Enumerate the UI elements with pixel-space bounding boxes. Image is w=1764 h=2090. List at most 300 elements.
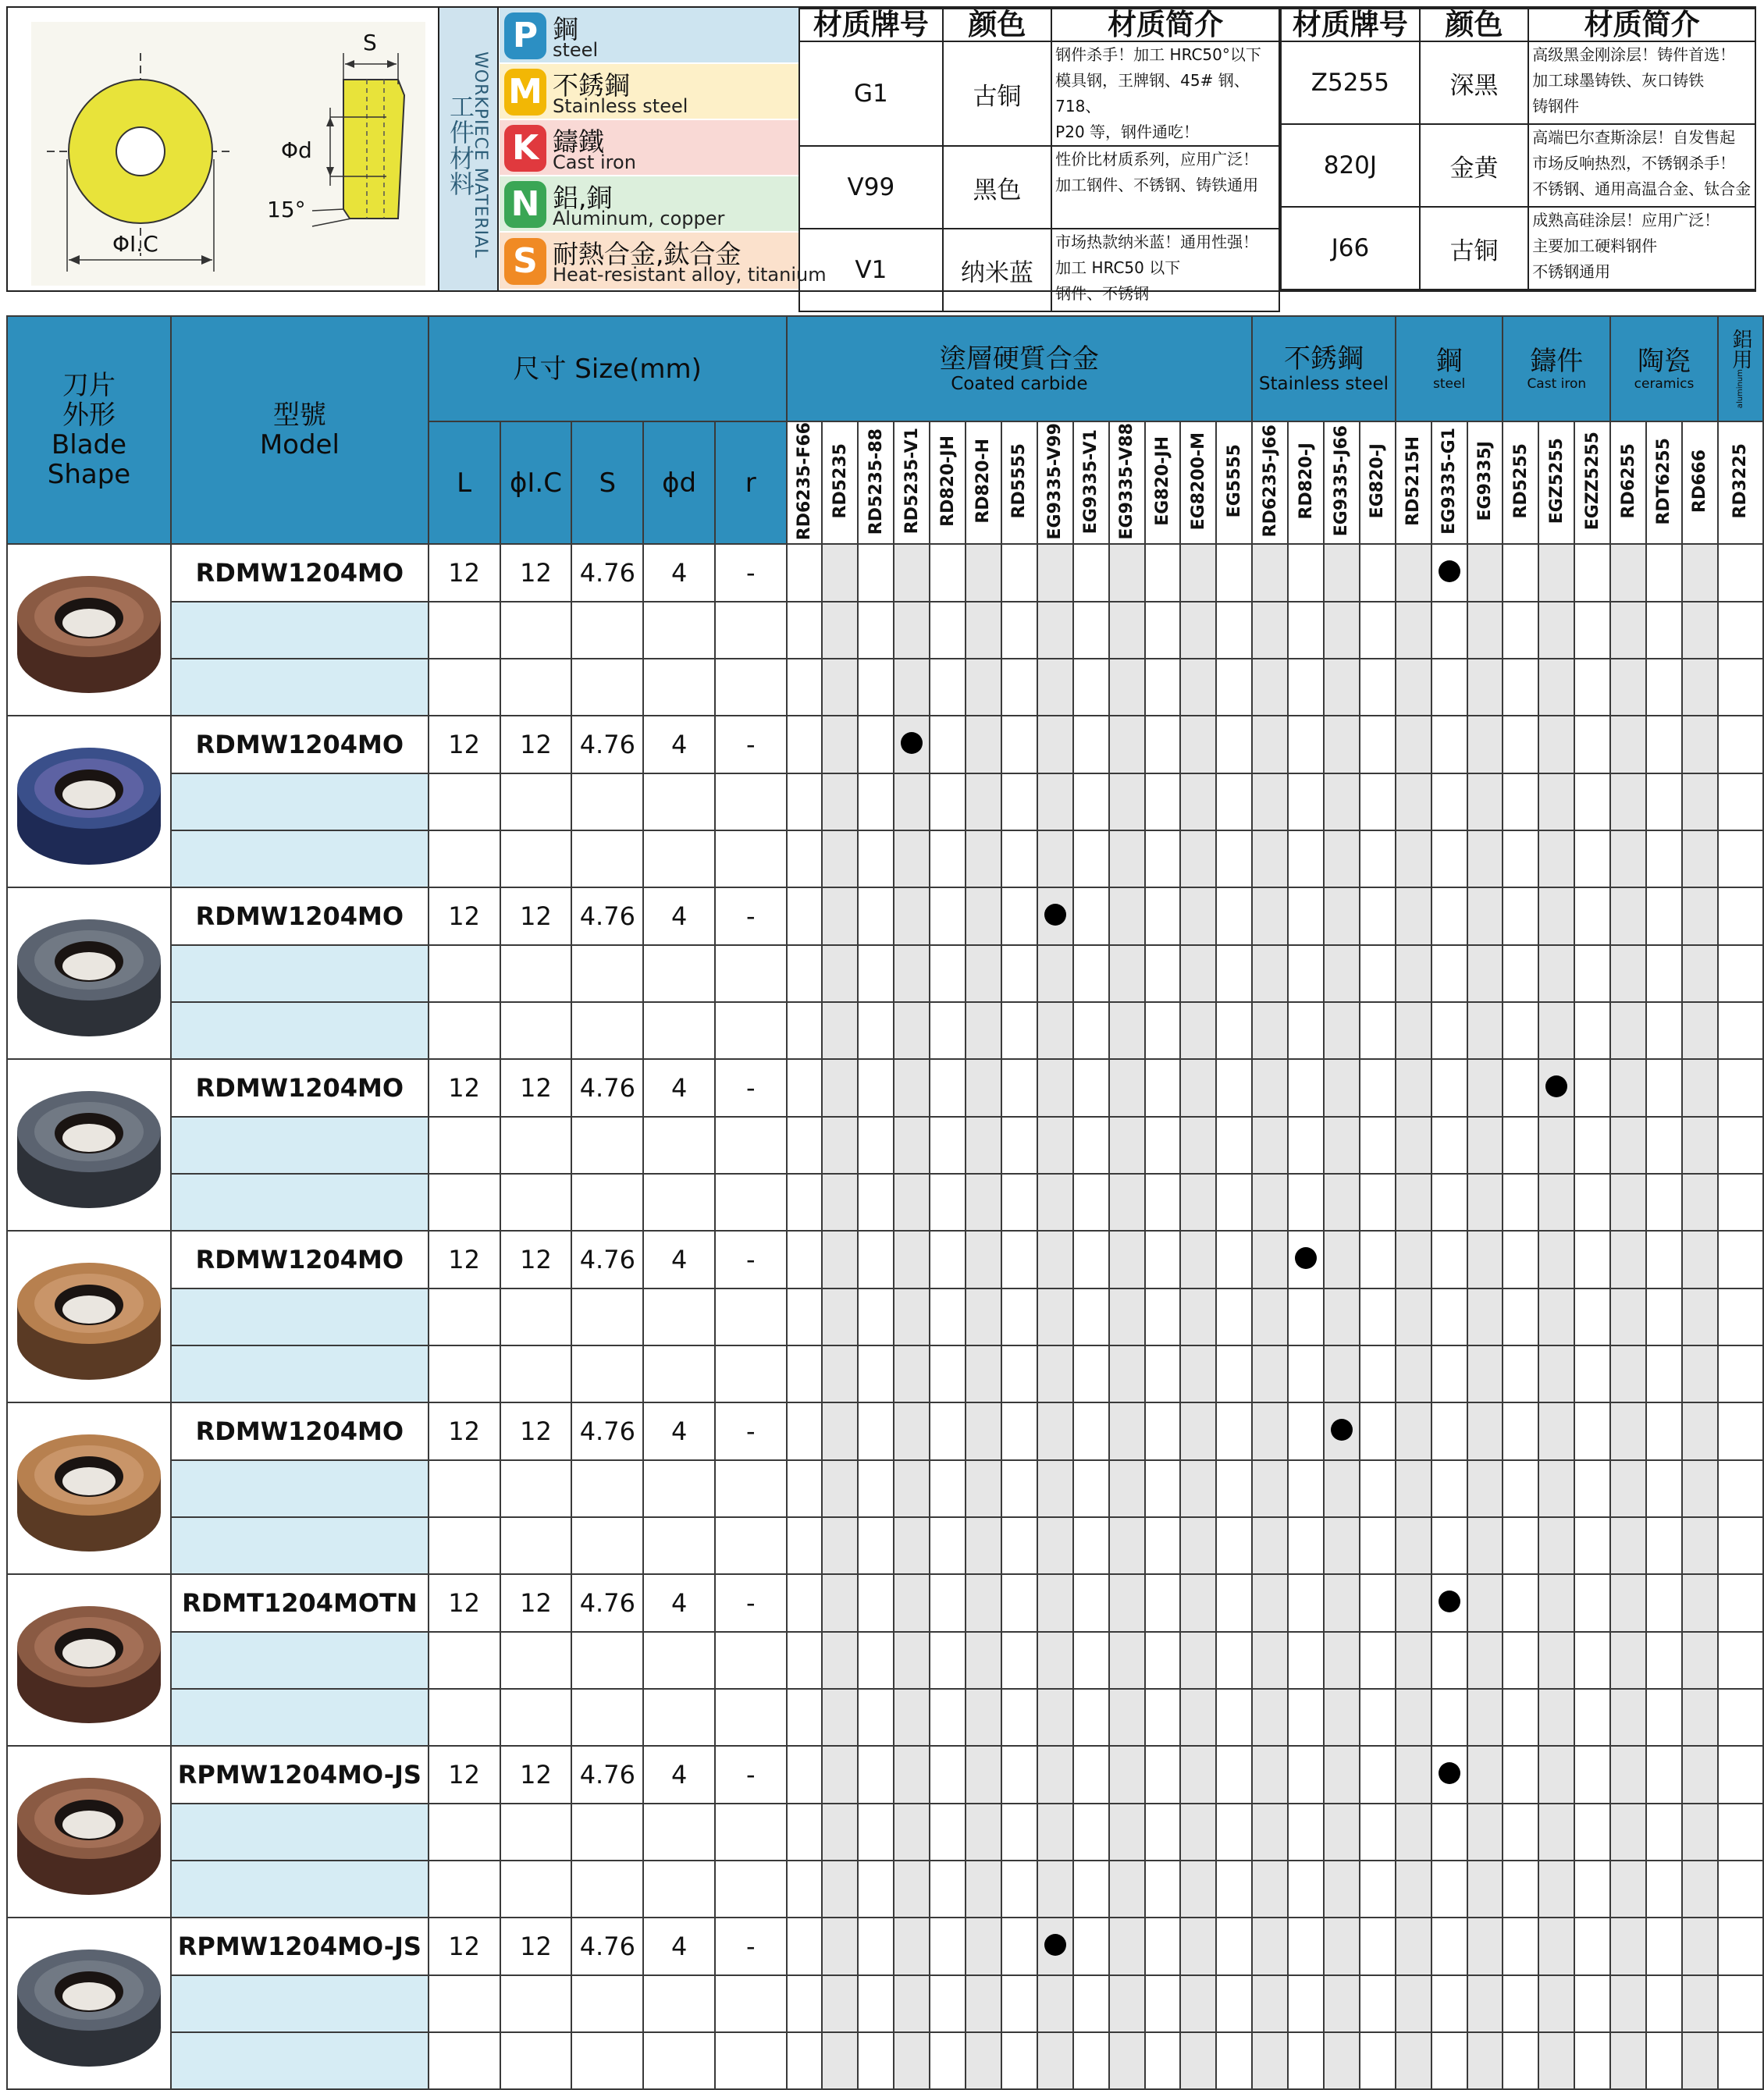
grade-cell (787, 1689, 823, 1746)
grade-cell (1001, 1460, 1037, 1517)
grade-cell (1431, 887, 1467, 945)
grade-cell (1503, 1689, 1538, 1746)
grade-cell (1001, 602, 1037, 659)
grade-code: Z5255 (1281, 41, 1420, 124)
grade-cell (858, 1804, 894, 1861)
grade-cell (787, 1918, 823, 1975)
grade-cell (1037, 544, 1073, 602)
grade-cell (1503, 1002, 1538, 1059)
grade-cell (1718, 1975, 1763, 2032)
grade-cell (1001, 1861, 1037, 1918)
table-row (7, 1117, 1763, 1174)
grade-cell (1109, 2032, 1145, 2089)
grade-cell (930, 1059, 966, 1117)
grade-cell (1180, 1059, 1216, 1117)
grade-cell (1180, 1804, 1216, 1861)
size-blank-cell (500, 2032, 572, 2089)
grade-cell (966, 544, 1001, 602)
grade-col-header (787, 421, 823, 544)
blade-shape-image (7, 544, 171, 716)
grade-cell (1037, 887, 1073, 945)
grade-cell (822, 1517, 858, 1574)
grade-cell (1073, 1059, 1109, 1117)
grade-code: V99 (799, 146, 943, 229)
grade-cell (1109, 1345, 1145, 1402)
grade-cell (1467, 1345, 1503, 1402)
grade-cell (966, 1861, 1001, 1918)
grade-cell (1538, 659, 1574, 716)
grade-description (1528, 124, 1755, 207)
grade-cell (1610, 1689, 1646, 1746)
size-blank-cell (500, 1288, 572, 1345)
grade-col-header (1037, 421, 1073, 544)
grade-cell (1001, 1059, 1037, 1117)
size-blank-cell (715, 2032, 787, 2089)
size-blank-cell (500, 1460, 572, 1517)
grade-description (1528, 41, 1755, 124)
grade-col-header (1288, 421, 1324, 544)
size-value-s: 4.76 (571, 1231, 643, 1288)
grade-cell (787, 1231, 823, 1288)
grade-cell (858, 1517, 894, 1574)
size-value-s: 4.76 (571, 544, 643, 602)
grade-cell (930, 830, 966, 887)
size-value-r: - (715, 1746, 787, 1804)
grade-cell (1109, 1689, 1145, 1746)
grade-description-line: 加工 HRC50 以下 (1055, 258, 1181, 277)
size-blank-cell (715, 1117, 787, 1174)
grade-cell (1216, 1861, 1252, 1918)
grade-cell (1646, 1746, 1682, 1804)
grade-cell (1324, 1231, 1360, 1288)
grade-col-label: EG9335-V88 (1117, 422, 1137, 540)
grade-cell (894, 602, 930, 659)
size-blank-cell (429, 2032, 500, 2089)
grade-cell (1180, 716, 1216, 773)
grade-cell (787, 1460, 823, 1517)
grade-cell (1574, 659, 1610, 716)
size-value-r: - (715, 1574, 787, 1632)
grade-cell (894, 1975, 930, 2032)
grade-cell (1360, 773, 1396, 830)
grade-cell (1467, 544, 1503, 602)
grade-cell (1360, 830, 1396, 887)
grade-group-header (1610, 316, 1718, 421)
size-value-s: 4.76 (571, 1402, 643, 1460)
grade-cell (1503, 1402, 1538, 1460)
grade-cell (1646, 1345, 1682, 1402)
blade-shape-header-text: 外形 (62, 400, 116, 432)
grade-cell (1718, 1861, 1763, 1918)
size-blank-cell (429, 1804, 500, 1861)
grade-cell (1073, 1231, 1109, 1288)
grade-cell (894, 2032, 930, 2089)
size-value-ic: 12 (500, 887, 572, 945)
grade-cell (822, 2032, 858, 2089)
grade-cell (1503, 602, 1538, 659)
grade-cell (822, 1460, 858, 1517)
grade-cell (894, 773, 930, 830)
grade-description-line: 市场反响热烈，不锈钢杀手！ (1532, 154, 1736, 172)
grade-col-label: RD820-J (1296, 443, 1316, 520)
grade-cell (1360, 602, 1396, 659)
size-blank-cell (643, 659, 715, 716)
grade-cell (1037, 602, 1073, 659)
grade-cell (1288, 1517, 1324, 1574)
size-value-L: 12 (429, 887, 500, 945)
table-row (7, 887, 1763, 945)
grade-cell (1718, 1345, 1763, 1402)
grade-cell (1682, 1746, 1718, 1804)
grade-cell (1718, 887, 1763, 945)
grade-cell (858, 1059, 894, 1117)
table-row (7, 1804, 1763, 1861)
size-blank-cell (500, 830, 572, 887)
grade-group-en: Cast iron (1527, 375, 1587, 392)
grade-cell (1288, 1002, 1324, 1059)
grade-cell (930, 887, 966, 945)
grade-cell (1324, 1689, 1360, 1746)
grade-cell (1538, 1231, 1574, 1288)
size-blank-cell (715, 1975, 787, 2032)
grade-cell (894, 1918, 930, 1975)
size-blank-cell (429, 1288, 500, 1345)
size-value-s: 4.76 (571, 716, 643, 773)
grade-cell (1216, 1345, 1252, 1402)
grade-cell (1252, 887, 1288, 945)
grade-cell (1324, 1288, 1360, 1345)
grade-cell (1574, 1975, 1610, 2032)
grade-cell (787, 887, 823, 945)
grade-cell (1610, 1918, 1646, 1975)
grade-cell (1538, 1975, 1574, 2032)
grade-cell (1682, 1975, 1718, 2032)
size-blank-cell (429, 1345, 500, 1402)
insert-dark-image (11, 2064, 167, 2079)
grade-cell (1216, 659, 1252, 716)
grade-cell (1324, 1002, 1360, 1059)
grade-cell (1216, 1460, 1252, 1517)
grade-cell (1109, 1861, 1145, 1918)
grade-cell (1682, 830, 1718, 887)
table-row (7, 1460, 1763, 1517)
grade-cell (1360, 1460, 1396, 1517)
grade-cell (1145, 1517, 1181, 1574)
grade-cell (894, 1231, 930, 1288)
size-value-L: 12 (429, 1231, 500, 1288)
size-value-L: 12 (429, 1574, 500, 1632)
grade-cell (1360, 659, 1396, 716)
grade-col-label: EG5555 (1224, 444, 1244, 518)
grade-cell (1145, 1059, 1181, 1117)
grade-cell (1288, 1574, 1324, 1632)
size-blank-cell (429, 1975, 500, 2032)
grade-cell (858, 1918, 894, 1975)
grade-cell (1610, 716, 1646, 773)
grade-col-label: EG9335-J66 (1332, 425, 1352, 537)
grade-cell (966, 1402, 1001, 1460)
grade-cell (894, 1574, 930, 1632)
grade-cell (1109, 1117, 1145, 1174)
grade-cell (1037, 1345, 1073, 1402)
insert-gold-image (11, 1377, 167, 1392)
grade-cell (1538, 1460, 1574, 1517)
availability-dot (901, 732, 923, 754)
model-blank-cell (171, 1861, 429, 1918)
grade-cell (1574, 1460, 1610, 1517)
grade-cell (1037, 1402, 1073, 1460)
grade-cell (1216, 602, 1252, 659)
grade-group-en: steel (1433, 375, 1466, 392)
grade-cell (1503, 1345, 1538, 1402)
grade-cell (1001, 1288, 1037, 1345)
grade-cell (1503, 2032, 1538, 2089)
grade-cell (1467, 659, 1503, 716)
grade-cell (1503, 1574, 1538, 1632)
grade-description-line: 加工钢件、不锈钢、铸铁通用 (1055, 176, 1259, 194)
grade-cell (1109, 1804, 1145, 1861)
grade-col-header (930, 421, 966, 544)
grade-col-label: EGZ5255 (1546, 438, 1567, 524)
grade-cell (930, 544, 966, 602)
grade-cell (1180, 602, 1216, 659)
blade-shape-image (7, 1059, 171, 1231)
grade-cell (1360, 1402, 1396, 1460)
grade-cell (1001, 1002, 1037, 1059)
grade-cell (858, 602, 894, 659)
grade-cell (1216, 1174, 1252, 1231)
size-value-d: 4 (643, 1574, 715, 1632)
size-blank-cell (571, 1517, 643, 1574)
grade-cell (1145, 1174, 1181, 1231)
grade-col-header (822, 421, 858, 544)
grade-col-label: RD5215H (1403, 436, 1424, 527)
grade-cell (1718, 830, 1763, 887)
grade-cell (1360, 716, 1396, 773)
size-value-d: 4 (643, 1746, 715, 1804)
grade-cell (1252, 2032, 1288, 2089)
grade-cell (1610, 1117, 1646, 1174)
grade-cell (1001, 1689, 1037, 1746)
grade-col-header (1467, 421, 1503, 544)
grade-cell (1180, 1174, 1216, 1231)
grade-cell (1574, 2032, 1610, 2089)
grade-description-line: 钢件、不锈钢 (1055, 284, 1150, 303)
grade-cell (1718, 1002, 1763, 1059)
size-blank-cell (500, 1002, 572, 1059)
grade-cell (858, 1746, 894, 1804)
size-blank-cell (429, 1632, 500, 1689)
grade-col-header (1718, 421, 1763, 544)
grade-cell (1431, 830, 1467, 887)
grade-cell (858, 1632, 894, 1689)
model-blank-cell (171, 1002, 429, 1059)
grade-cell (1109, 1402, 1145, 1460)
size-value-L: 12 (429, 544, 500, 602)
grade-cell (858, 1345, 894, 1402)
grade-group-cn: 塗層硬質合金 (939, 343, 1099, 375)
grade-cell (930, 1689, 966, 1746)
grade-group-header (1503, 316, 1610, 421)
grade-cell (1431, 659, 1467, 716)
size-value-r: - (715, 716, 787, 773)
grade-cell (1396, 1918, 1431, 1975)
grade-cell (894, 1861, 930, 1918)
grade-cell (1073, 1345, 1109, 1402)
grade-col-label: EG9335J (1475, 441, 1495, 521)
grade-cell (1431, 1804, 1467, 1861)
grade-cell (1718, 945, 1763, 1002)
grade-cell (1467, 1918, 1503, 1975)
grade-cell (1538, 1117, 1574, 1174)
grade-col-header (1001, 421, 1037, 544)
grade-cell (1396, 2032, 1431, 2089)
size-blank-cell (571, 1861, 643, 1918)
grade-cell (1073, 1804, 1109, 1861)
grade-cell (1538, 1804, 1574, 1861)
grade-col-header (1646, 421, 1682, 544)
size-blank-cell (429, 659, 500, 716)
grade-cell (1574, 716, 1610, 773)
grade-col-label: EG8200-M (1188, 432, 1208, 531)
grade-cell (1396, 1002, 1431, 1059)
grade-cell (1073, 1918, 1109, 1975)
grade-cell (1610, 887, 1646, 945)
grade-cell (1396, 1117, 1431, 1174)
grade-cell (1610, 1861, 1646, 1918)
model-header-en: Model (259, 429, 340, 461)
grade-cell (1288, 1689, 1324, 1746)
grade-col-label: RD820-JH (937, 435, 958, 528)
grade-cell (1037, 1059, 1073, 1117)
grade-cell (1682, 945, 1718, 1002)
grade-cell (1503, 544, 1538, 602)
grade-cell (1610, 1288, 1646, 1345)
grade-cell (787, 1117, 823, 1174)
grade-cell (1431, 1517, 1467, 1574)
grade-cell (1538, 945, 1574, 1002)
grade-cell (1109, 830, 1145, 887)
size-blank-cell (429, 1460, 500, 1517)
size-blank-cell (643, 1975, 715, 2032)
grade-cell (1109, 716, 1145, 773)
grade-cell (787, 945, 823, 1002)
grade-cell (894, 887, 930, 945)
grade-cell (1001, 1975, 1037, 2032)
grade-cell (822, 1345, 858, 1402)
grade-cell (1073, 830, 1109, 887)
model-blank-cell (171, 1689, 429, 1746)
size-blank-cell (715, 1288, 787, 1345)
grade-cell (1145, 887, 1181, 945)
grade-cell (787, 1632, 823, 1689)
grade-cell (1288, 716, 1324, 773)
grade-cell (894, 1117, 930, 1174)
grade-cell (1467, 1689, 1503, 1746)
grade-cell (1145, 602, 1181, 659)
grade-cell (1682, 1804, 1718, 1861)
grade-cell (930, 1632, 966, 1689)
grade-cell (1037, 773, 1073, 830)
grade-header-code: 材质牌号 (799, 9, 943, 41)
grade-cell (858, 830, 894, 887)
grade-cell (1145, 945, 1181, 1002)
size-blank-cell (571, 1345, 643, 1402)
grade-cell (966, 1632, 1001, 1689)
grade-cell (858, 1574, 894, 1632)
grade-cell (1682, 1117, 1718, 1174)
size-blank-cell (429, 1517, 500, 1574)
grade-cell (1682, 1918, 1718, 1975)
grade-cell (1682, 1345, 1718, 1402)
blade-shape-image (7, 1918, 171, 2089)
grade-group-cn: 不銹鋼 (1283, 343, 1364, 375)
grade-cell (1646, 1861, 1682, 1918)
grade-cell (1324, 1918, 1360, 1975)
grade-group-en: Stainless steel (1258, 373, 1389, 394)
size-value-L: 12 (429, 716, 500, 773)
grade-cell (1001, 1804, 1037, 1861)
grade-cell (1037, 716, 1073, 773)
grade-cell (1180, 1574, 1216, 1632)
grade-cell (1216, 1975, 1252, 2032)
grade-cell (1001, 1174, 1037, 1231)
grade-cell (1574, 1174, 1610, 1231)
grade-cell (1216, 1288, 1252, 1345)
grade-cell (858, 659, 894, 716)
grade-cell (787, 1861, 823, 1918)
grade-cell (1646, 773, 1682, 830)
grade-cell (1145, 1746, 1181, 1804)
grade-cell (858, 1231, 894, 1288)
grade-cell (930, 1402, 966, 1460)
grade-cell (1252, 773, 1288, 830)
grade-cell (1538, 1574, 1574, 1632)
grade-cell (1396, 1689, 1431, 1746)
grade-cell (1073, 2032, 1109, 2089)
grade-cell (930, 1002, 966, 1059)
grade-cell (1324, 1975, 1360, 2032)
grade-cell (1610, 544, 1646, 602)
grade-cell (1216, 544, 1252, 602)
grade-cell (1682, 1402, 1718, 1460)
grade-cell (1073, 602, 1109, 659)
grade-cell (1037, 1574, 1073, 1632)
grade-cell (1431, 945, 1467, 1002)
size-blank-cell (500, 1632, 572, 1689)
grade-cell (1109, 602, 1145, 659)
grade-cell (1109, 659, 1145, 716)
grade-col-header (1396, 421, 1431, 544)
grade-cell (787, 773, 823, 830)
grade-cell (1610, 1746, 1646, 1804)
size-value-s: 4.76 (571, 1746, 643, 1804)
grade-cell (1718, 544, 1763, 602)
workpiece-material-label (438, 8, 499, 290)
grade-cell (894, 1059, 930, 1117)
grade-code: G1 (799, 41, 943, 146)
size-value-r: - (715, 887, 787, 945)
grade-row (1281, 41, 1755, 124)
grade-description-line: 不锈钢、通用高温合金、钛合金 (1532, 179, 1752, 198)
grade-cell (1646, 945, 1682, 1002)
grade-cell (1718, 1632, 1763, 1689)
grade-cell (1396, 1574, 1431, 1632)
grade-cell (1109, 1174, 1145, 1231)
grade-cell (1109, 887, 1145, 945)
grade-cell (1718, 1402, 1763, 1460)
size-value-L: 12 (429, 1402, 500, 1460)
